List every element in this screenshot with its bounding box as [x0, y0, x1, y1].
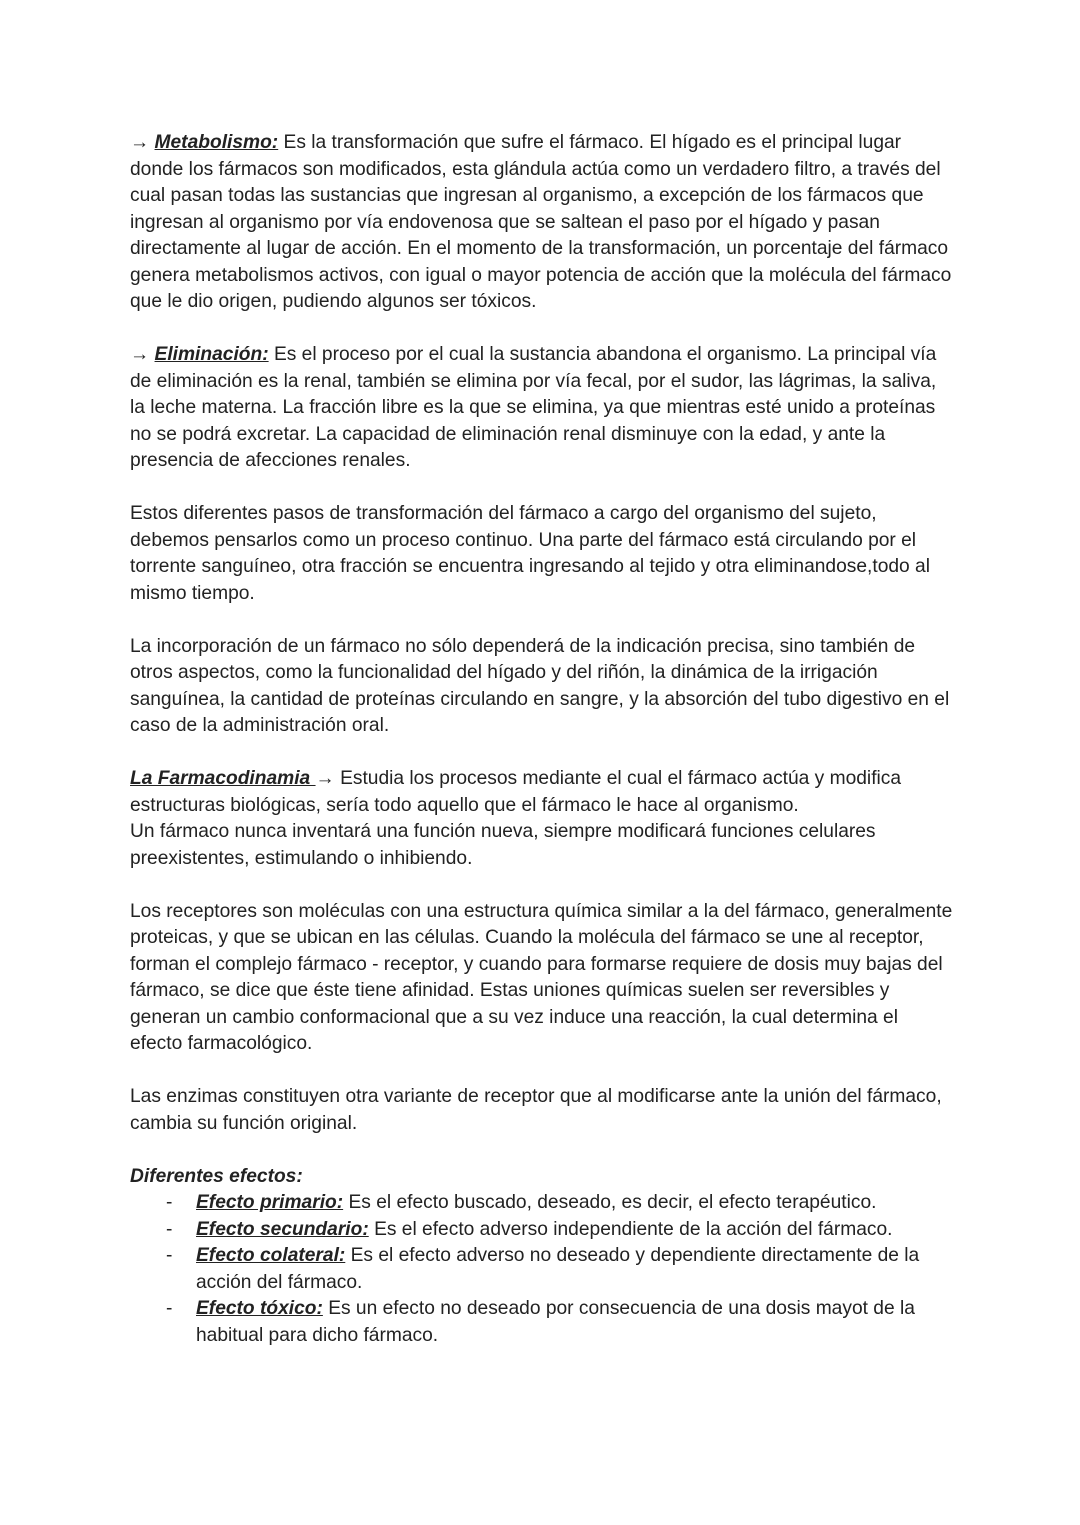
proceso-paragraph: Estos diferentes pasos de transformación del fármaco a cargo del organismo del sujeto, debemos pensarlos como un proceso continuo. Una parte del fármaco está circulando por el torrente sanguíneo, otra fracción se encuentra ingresando al tejido y otra eliminandose,todo al mismo tiempo.: [130, 503, 930, 604]
efecto-text: Es un efecto no deseado por consecuencia de una dosis mayot de la habitual para dicho fármaco.: [196, 1298, 915, 1346]
eliminacion-paragraph: [130, 342, 955, 475]
eliminacion-text: Es el proceso por el cual la sustancia abandona el organismo. La principal vía de eliminación es la renal, también se elimina por vía fecal, por el sudor, las lágrimas, la saliva, la leche materna. La fracción libre es la que se elimina, ya que mientras esté unido a proteínas no se podrá excretar. La capacidad de eliminación renal disminuye con la edad, y ante la presencia de afecciones renales.: [130, 344, 937, 471]
metabolismo-text: Es la transformación que sufre el fármaco. El hígado es el principal lugar donde los fármacos son modificados, esta glándula actúa como un verdadero filtro, a través del cual pasan todas las sustancias que ingresan al organismo, a excepción de los fármacos que ingresan al organismo por vía endovenosa que se saltean el paso por el hígado y pasan directamente al lugar de acción. En el momento de la transformación, un porcentaje del fármaco genera metabolismos activos, con igual o mayor potencia de acción que la molécula del fármaco que le dio origen, pudiendo algunos ser tóxicos.: [130, 132, 952, 312]
dash-bullet: -: [166, 1298, 173, 1319]
arrow-icon: →: [315, 768, 335, 789]
efecto-term: Efecto primario:: [196, 1192, 344, 1213]
efecto-term: Efecto colateral:: [196, 1245, 346, 1266]
farmacodinamia-paragraph: [130, 766, 955, 872]
efecto-text: Es el efecto adverso no deseado y dependiente directamente de la acción del fármaco.: [196, 1245, 920, 1293]
arrow-icon: →: [130, 132, 150, 153]
dash-bullet: -: [166, 1218, 173, 1240]
efecto-term: Efecto tóxico:: [196, 1298, 323, 1319]
metabolismo-paragraph: [130, 130, 955, 316]
incorporacion-paragraph: La incorporación de un fármaco no sólo dependerá de la indicación precisa, sino también de otros aspectos, como la funcionalidad del hígado y del riñón, la dinámica de la irrigación sanguínea, la cantidad de proteínas circulando en sangre, y la absorción del tubo digestivo en el caso de la administración oral.: [130, 635, 950, 736]
dash-bullet: -: [166, 1192, 173, 1213]
list-item-efecto-colateral: [130, 1243, 955, 1296]
efecto-text: Es el efecto adverso independiente de la acción del fármaco.: [368, 1218, 893, 1240]
farmacodinamia-text2: Un fármaco nunca inventará una función nueva, siempre modificará funciones celulares preexistentes, estimulando o inhibiendo.: [130, 821, 876, 869]
efecto-text: Es el efecto buscado, deseado, es decir, el efecto terapéutico.: [343, 1192, 877, 1213]
enzimas-paragraph: Las enzimas constituyen otra variante de receptor que al modificarse ante la unión del fármaco, cambia su función original.: [130, 1086, 942, 1134]
arrow-icon: →: [130, 344, 150, 365]
farmacodinamia-term: La Farmacodinamia: [130, 768, 316, 789]
efectos-list: [130, 1190, 955, 1349]
eliminacion-term: Eliminación:: [154, 344, 269, 365]
receptores-paragraph: Los receptores son moléculas con una estructura química similar a la del fármaco, generalmente proteicas, y que se ubican en las células. Cuando la molécula del fármaco se une al receptor, forman el complejo fármaco - receptor, y cuando para formarse requiere de dosis muy bajas del fármaco, se dice que éste tiene afinidad. Estas uniones químicas suelen ser reversibles y generan un cambio conformacional que a su vez induce una reacción, la cual determina el efecto farmacológico.: [130, 900, 953, 1054]
list-item-efecto-toxico: [130, 1296, 955, 1349]
list-item-efecto-secundario: [130, 1217, 955, 1244]
metabolismo-term: Metabolismo:: [154, 132, 279, 153]
efectos-heading: Diferentes efectos:: [130, 1165, 303, 1187]
efecto-term: Efecto secundario:: [196, 1218, 369, 1240]
list-item-efecto-primario: [130, 1190, 955, 1217]
dash-bullet: -: [166, 1245, 173, 1266]
farmacodinamia-text: Estudia los procesos mediante el cual el fármaco actúa y modifica estructuras biológicas, sería todo aquello que el fármaco le hace al organismo.: [130, 768, 902, 816]
